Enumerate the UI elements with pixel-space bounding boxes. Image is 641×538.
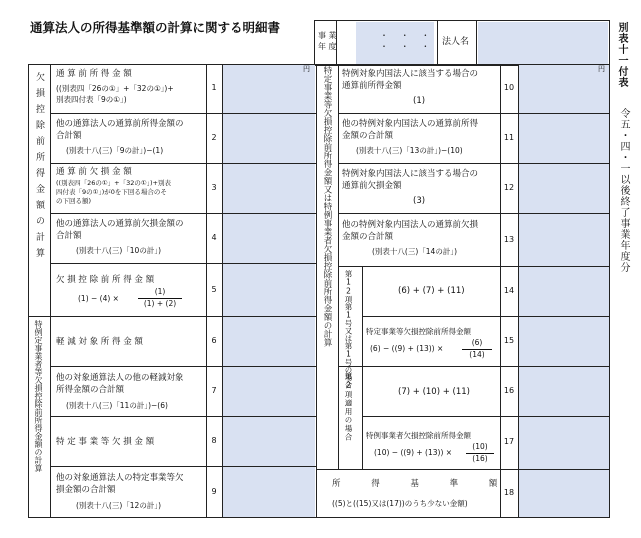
row-number: 5: [211, 285, 217, 294]
row-number: 4: [211, 233, 217, 242]
row-label: 他の特例対象内国法人の通算前欠損 金額の合計額: [342, 220, 479, 242]
row-detail: (3): [413, 196, 426, 206]
row-detail: ((別表四「26の①」+「32の①」)+別表 四付表「9の①」)が0を下回る場合のそ の下回る額): [56, 179, 171, 205]
row-detail: (別表十八(三)「11の計」)−(6): [66, 401, 168, 410]
row-number: 13: [503, 235, 515, 244]
form-number: 別表十一付表: [616, 22, 627, 88]
amount-field-14[interactable]: [519, 267, 609, 316]
row-label: 欠 損 控 除 前 所 得 金 額: [56, 275, 155, 285]
row-number: 3: [211, 183, 217, 192]
row-number: 15: [503, 336, 515, 345]
amount-field-2[interactable]: [223, 114, 315, 163]
amount-field-3[interactable]: [223, 164, 315, 213]
amount-field-9[interactable]: [223, 467, 315, 517]
row-number: 14: [503, 286, 515, 295]
row-detail: (別表十八(三)「14の計」): [372, 247, 457, 256]
row-number: 18: [503, 488, 515, 497]
amount-field-6[interactable]: [223, 317, 315, 366]
row-formula: (7) + (10) + (11): [398, 387, 470, 397]
row-number: 1: [211, 83, 217, 92]
row-label: 通 算 前 欠 損 金 額: [56, 167, 132, 177]
fiscal-year-dots: ・ ・ ・ ・ ・ ・: [380, 31, 430, 51]
row-number: 12: [503, 183, 515, 192]
fraction-denominator: (16): [466, 453, 494, 464]
row-detail: (別表十八(三)「9の計」)−(1): [66, 146, 164, 155]
fiscal-year-label: 事 業 年 度: [318, 31, 337, 51]
row-detail: (別表十八(三)「10の計」): [76, 246, 161, 255]
row-label: 特例事業者欠損控除前所得金額: [366, 431, 471, 440]
row-label: 他の対象通算法人の特定事業等欠 損金額の合計額: [56, 473, 184, 495]
amount-field-15[interactable]: [519, 317, 609, 366]
fraction-numerator: (6): [471, 338, 483, 347]
fraction-numerator: (1): [154, 287, 166, 296]
row-number: 9: [211, 487, 217, 496]
row-label: 他の対象通算法人の他の軽減対象 所得金額の合計額: [56, 373, 184, 395]
amount-field-11[interactable]: [519, 114, 609, 163]
row-number: 6: [211, 336, 217, 345]
row-label: 他の通算法人の通算前所得金額の 合計額: [56, 119, 184, 141]
row-label: 軽 減 対 象 所 得 金 額: [56, 337, 143, 347]
row-label: 他の特例対象内国法人の通算前所得 金額の合計額: [342, 119, 479, 141]
row-formula: (1) − (4) ×: [78, 294, 119, 303]
row-label: 特例対象内国法人に該当する場合の 通算前所得金額: [342, 69, 479, 91]
amount-field-13[interactable]: [519, 214, 609, 266]
row-label: 特例対象内国法人に該当する場合の 通算前欠損金額: [342, 169, 479, 191]
amount-field-1[interactable]: [223, 65, 315, 113]
row-label: 特定事業等欠損控除前所得金額: [366, 327, 471, 336]
left-group-label: 欠損控除前所得金額の計算: [34, 72, 44, 264]
right-group-label: 特定事業等欠損控除前所得金額又は特例事業者欠損控除前所得金額の計算: [322, 66, 332, 347]
amount-field-17[interactable]: [519, 417, 609, 469]
row-detail: ((別表四「26の①」+「32の①」)+ 別表四付表「9の①」): [56, 84, 174, 104]
era-note: 令五・四・一以後終了事業年度分: [618, 108, 629, 273]
row-number: 8: [211, 436, 217, 445]
amount-field-8[interactable]: [223, 417, 315, 466]
corp-name-label: 法人名: [442, 37, 470, 47]
row-number: 17: [503, 437, 515, 446]
amount-field-16[interactable]: [519, 367, 609, 416]
row-label: 特 定 事 業 等 欠 損 金 額: [56, 437, 155, 447]
sub1-label: 第12項第1号又は第1号の場合: [344, 270, 353, 389]
row-label: 他の通算法人の通算前欠損金額の 合計額: [56, 219, 184, 241]
row-detail: (1): [413, 96, 426, 106]
fraction-denominator: (14): [462, 349, 492, 360]
page-title: 通算法人の所得基準額の計算に関する明細書: [30, 20, 281, 35]
row-detail: ((5)と((15)又は(17))のうち少ない金額): [332, 499, 468, 508]
left-group2-label: 特例定事業者等欠損控除前所得金額の計算: [34, 320, 43, 472]
row-number: 16: [503, 386, 515, 395]
row-number: 7: [211, 386, 217, 395]
fraction-denominator: (1) + (2): [138, 298, 182, 309]
yen-unit-right: 円: [598, 65, 605, 73]
row-number: 10: [503, 83, 515, 92]
fraction-numerator: (10): [472, 442, 488, 451]
amount-field-12[interactable]: [519, 164, 609, 213]
row-label: 通 算 前 所 得 金 額: [56, 69, 132, 79]
amount-field-4[interactable]: [223, 214, 315, 263]
corp-name-field[interactable]: [478, 22, 608, 64]
amount-field-7[interactable]: [223, 367, 315, 416]
row-formula: (6) + (7) + (11): [398, 286, 465, 296]
row-label: 所 得 基 準 額: [332, 479, 512, 489]
row-number: 11: [503, 133, 515, 142]
row-formula: (10) − ((9) + (13)) ×: [374, 448, 453, 457]
yen-unit-left: 円: [303, 65, 310, 73]
row-formula: (6) − ((9) + (13)) ×: [370, 344, 444, 353]
amount-field-10[interactable]: [519, 65, 609, 113]
sub2-label: 第2項適用の場合: [344, 372, 353, 442]
row-detail: (別表十八(三)「12の計」): [76, 501, 161, 510]
row-detail: (別表十八(三)「13の計」)−(10): [356, 146, 463, 155]
amount-field-18[interactable]: [519, 470, 609, 517]
row-number: 2: [211, 133, 217, 142]
amount-field-5[interactable]: [223, 264, 315, 316]
